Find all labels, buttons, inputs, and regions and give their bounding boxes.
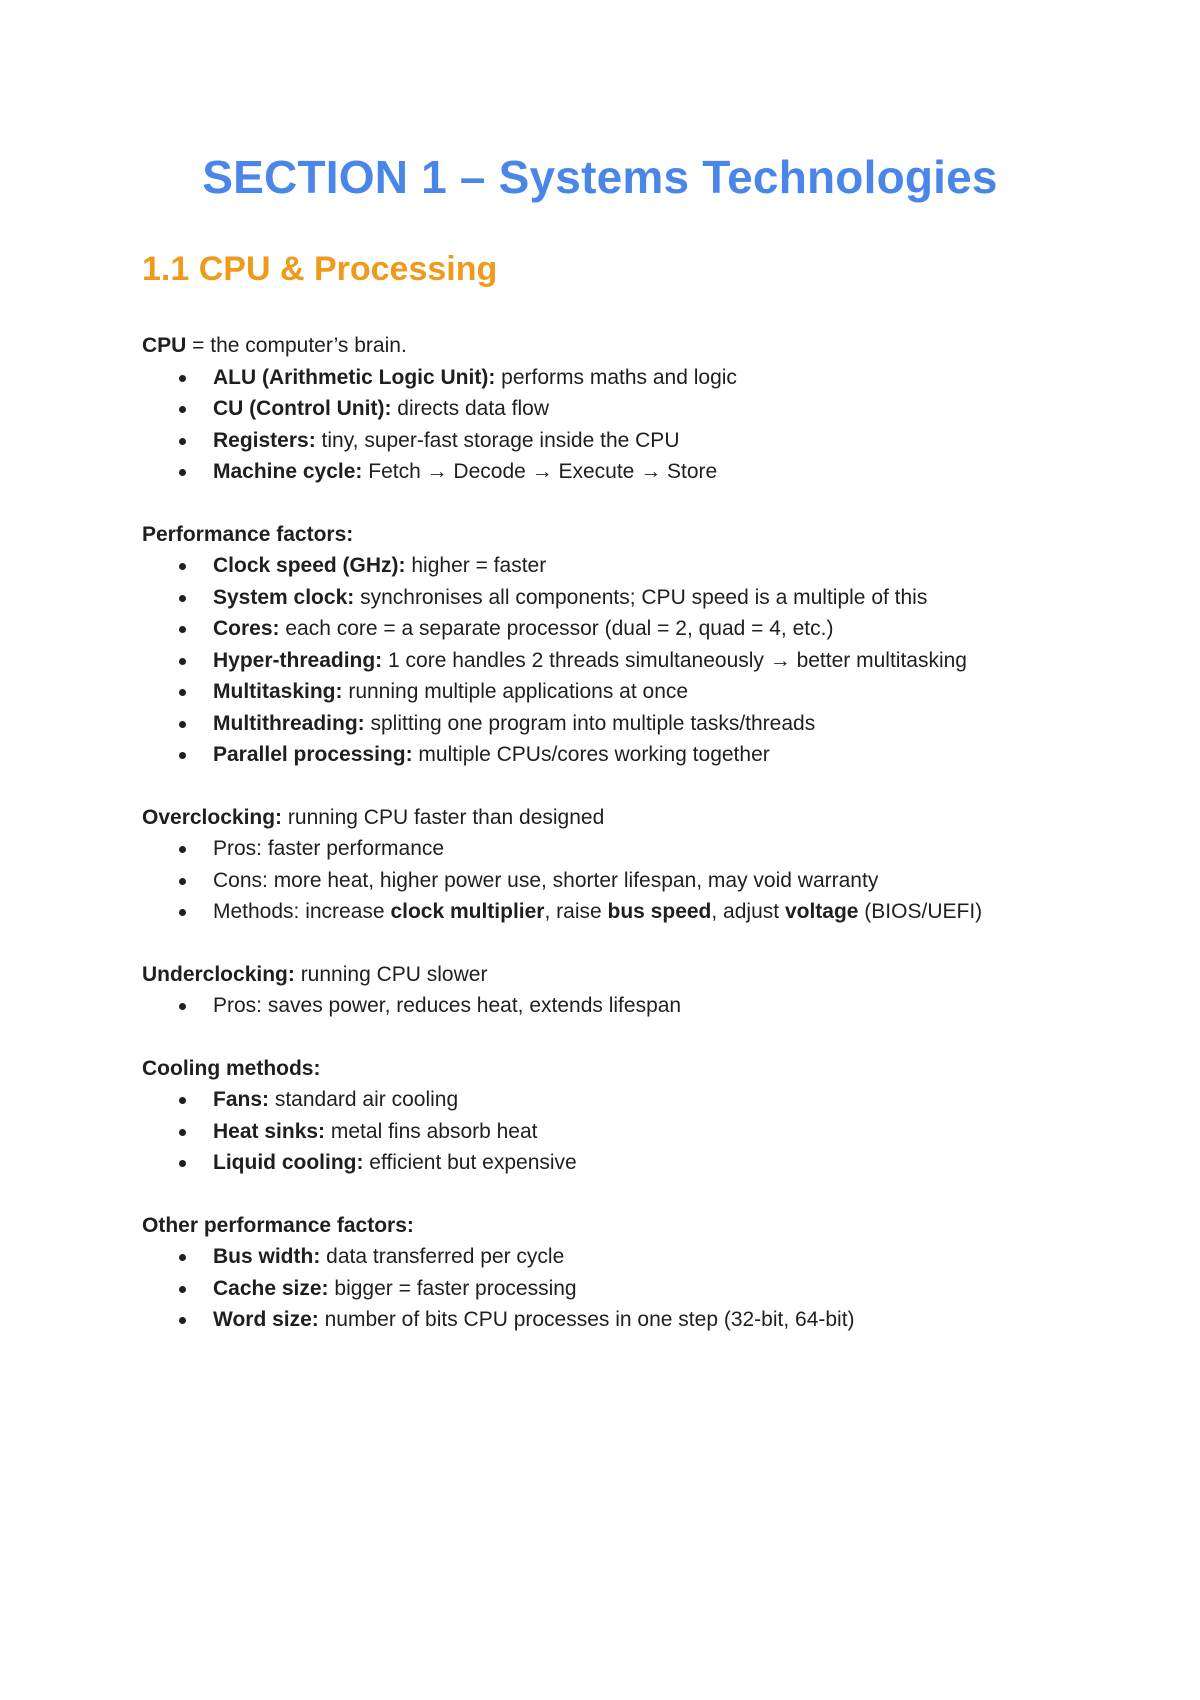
item-desc: 1 core handles 2 threads simultaneously → better multitasking [382, 648, 967, 672]
item-desc: efficient but expensive [363, 1151, 577, 1174]
item-desc: running multiple applications at once [342, 680, 689, 703]
list-item [213, 896, 1102, 928]
list-item [213, 833, 1102, 865]
item-term: Cores: [213, 617, 280, 640]
overclocking-block [142, 802, 1102, 928]
item-term: CU (Control Unit): [213, 397, 392, 420]
methods-bold: bus speed [607, 900, 712, 923]
performance-block [142, 519, 1102, 771]
list-item [213, 1241, 1102, 1273]
item-desc: each core = a separate processor (dual = 2, quad = 4, etc.) [279, 617, 834, 640]
cooling-block [142, 1053, 1102, 1179]
cpu-intro [142, 330, 1102, 362]
item-desc: higher = faster [405, 554, 547, 577]
methods-text: Methods: increase [213, 900, 391, 923]
page-title: SECTION 1 – Systems Technologies [202, 151, 998, 203]
underclocking-desc: running CPU slower [294, 962, 488, 986]
item-desc: Fetch → Decode → Execute → Store [362, 460, 718, 483]
item-term: System clock: [213, 585, 355, 609]
performance-heading-text: Performance factors: [142, 522, 354, 546]
overclocking-cons: Cons: more heat, higher power use, shorter lifespan, may void warranty [213, 868, 879, 892]
other-heading [142, 1210, 1102, 1242]
methods-bold: voltage [784, 900, 859, 923]
other-list [142, 1241, 1102, 1336]
list-item [213, 393, 1102, 425]
other-heading-text: Other performance factors: [142, 1213, 414, 1237]
list-item [213, 1116, 1102, 1148]
underclocking-intro [142, 959, 1102, 991]
list-item [213, 1084, 1102, 1116]
overclocking-desc: running CPU faster than designed [282, 805, 605, 829]
list-item [213, 676, 1102, 708]
list-item [213, 645, 1102, 677]
list-item [213, 425, 1102, 457]
item-desc: performs maths and logic [495, 365, 737, 389]
list-item [213, 865, 1102, 897]
item-term: Fans: [213, 1088, 270, 1111]
list-item [213, 362, 1102, 394]
item-term: Hyper-threading: [213, 648, 383, 672]
cpu-list [142, 362, 1102, 488]
underclocking-term: Underclocking: [142, 962, 295, 986]
underclocking-pros: Pros: saves power, reduces heat, extends lifespan [213, 994, 682, 1017]
overclocking-pros: Pros: faster performance [213, 837, 445, 860]
list-item [213, 708, 1102, 740]
methods-text: , raise [544, 900, 608, 923]
item-desc: number of bits CPU processes in one step (32-bit, 64-bit) [318, 1308, 855, 1331]
item-term: Liquid cooling: [213, 1151, 364, 1174]
document-body [142, 330, 1102, 1367]
item-term: Word size: [213, 1308, 319, 1331]
list-item [213, 739, 1102, 771]
methods-text: , adjust [711, 900, 785, 923]
item-term: Machine cycle: [213, 460, 363, 483]
list-item [213, 1273, 1102, 1305]
cpu-term: CPU [142, 334, 187, 357]
overclocking-list [142, 833, 1102, 928]
underclocking-block [142, 959, 1102, 1022]
item-term: Multitasking: [213, 680, 343, 703]
list-item [213, 582, 1102, 614]
overclocking-term: Overclocking: [142, 805, 283, 829]
performance-list [142, 550, 1102, 771]
underclocking-list [142, 990, 1102, 1022]
overclocking-intro [142, 802, 1102, 834]
methods-bold: clock multiplier [390, 900, 545, 923]
item-desc: splitting one program into multiple tasks/threads [364, 711, 816, 735]
item-term: Cache size: [213, 1276, 329, 1300]
item-term: Parallel processing: [213, 743, 413, 766]
list-item [213, 1147, 1102, 1179]
other-factors-block [142, 1210, 1102, 1336]
item-desc: data transferred per cycle [320, 1245, 565, 1268]
item-term: ALU (Arithmetic Logic Unit): [213, 365, 496, 389]
item-term: Heat sinks: [213, 1119, 326, 1143]
item-desc: synchronises all components; CPU speed is a multiple of this [354, 585, 928, 609]
item-term: Bus width: [213, 1245, 321, 1268]
item-term: Multithreading: [213, 711, 365, 735]
methods-text: (BIOS/UEFI) [858, 900, 983, 923]
cpu-desc: = the computer’s brain. [186, 334, 407, 357]
cpu-block [142, 330, 1102, 488]
item-desc: multiple CPUs/cores working together [412, 743, 770, 766]
cooling-heading [142, 1053, 1102, 1085]
item-desc: directs data flow [391, 397, 550, 420]
item-desc: tiny, super-fast storage inside the CPU [315, 428, 680, 452]
cooling-list [142, 1084, 1102, 1179]
performance-heading [142, 519, 1102, 551]
item-term: Clock speed (GHz): [213, 554, 406, 577]
list-item [213, 456, 1102, 488]
cooling-heading-text: Cooling methods: [142, 1056, 321, 1080]
item-desc: metal fins absorb heat [325, 1119, 538, 1143]
list-item [213, 1304, 1102, 1336]
list-item [213, 613, 1102, 645]
list-item [213, 550, 1102, 582]
list-item [213, 990, 1102, 1022]
item-desc: bigger = faster processing [328, 1276, 577, 1300]
item-desc: standard air cooling [269, 1088, 459, 1111]
item-term: Registers: [213, 428, 316, 452]
section-heading: 1.1 CPU & Processing [142, 250, 498, 288]
